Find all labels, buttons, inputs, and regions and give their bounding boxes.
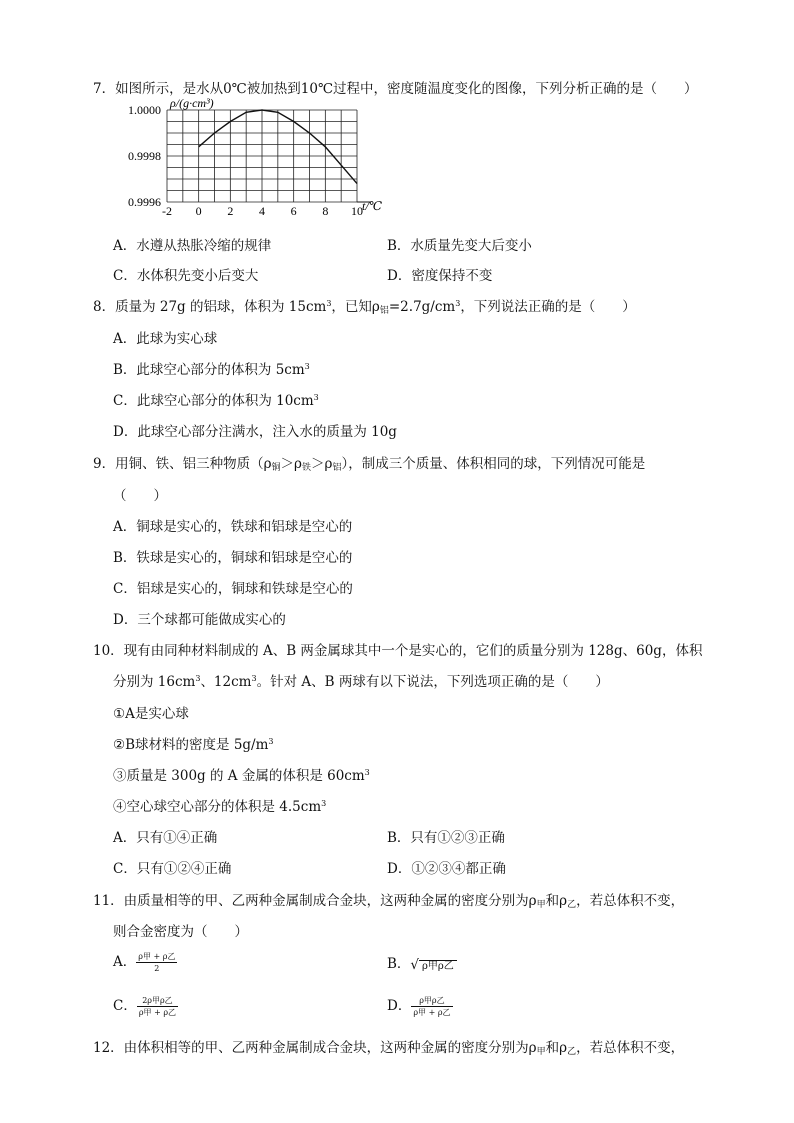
x-tick-label: 2 (227, 204, 234, 218)
x-tick-label: -2 (162, 204, 172, 218)
q10-option-b[interactable]: B．只有①②③正确 (387, 830, 505, 846)
q7-option-a[interactable]: A．水遵从热胀冷缩的规律 (113, 238, 272, 254)
chart-tick-labels (128, 103, 363, 218)
q8-stem: 8．质量为 27g 的铝球，体积为 $15cm^3$，已知$\rho_铝=2.7g/cm^3$，下列说法正确的是（ ） (93, 299, 636, 316)
chart-x-axis-label: t/℃ (362, 199, 383, 213)
q10-statement-3: ③质量是 300g 的 A 金属的体积是 $60cm^3$ (113, 768, 370, 784)
q10-statement-2: ②B球材料的密度是 $5g/m^3$ (113, 737, 274, 753)
x-tick-label: 8 (322, 204, 329, 218)
q10-stem-line1: 10．现有由同种材料制成的 A、B 两金属球其中一个是实心的，它们的质量分别为 128g、60g，体积 (93, 643, 703, 659)
y-tick-label: 0.9998 (128, 149, 161, 163)
density-temperature-chart (110, 96, 400, 226)
q10-option-d[interactable]: D．①②③④都正确 (387, 861, 506, 877)
q8-option-c[interactable]: C．此球空心部分的体积为 $10cm^3$ (113, 393, 319, 409)
q7-option-d[interactable]: D．密度保持不变 (387, 268, 493, 284)
q11-option-a[interactable]: A． $\frac{\text{ρ甲 + ρ乙}}{2}$ (113, 952, 176, 973)
y-tick-label: 0.9996 (128, 195, 161, 209)
q11-option-b[interactable]: B．√ ρ甲ρ乙 (387, 952, 457, 973)
q7-option-c[interactable]: C．水体积先变小后变大 (113, 268, 259, 284)
q9-option-a[interactable]: A．铜球是实心的，铁球和铝球是空心的 (113, 519, 353, 535)
q10-stem-line2: 分别为 $16cm^3$、$12cm^3$。针对 A、B 两球有以下说法，下列选项正确的是（ ） (113, 674, 609, 690)
q8-option-d[interactable]: D．此球空心部分注满水，注入水的质量为 10g (113, 424, 397, 440)
y-tick-label: 1.0000 (128, 103, 161, 117)
q11-stem-line1: 11．由质量相等的甲、乙两种金属制成合金块，这两种金属的密度分别为$\rho_甲$和$\rho_乙$，若总体积不变， (93, 893, 685, 910)
x-tick-label: 4 (259, 204, 265, 218)
q8-option-b[interactable]: B．此球空心部分的体积为 $5cm^3$ (113, 362, 310, 378)
q12-stem: 12．由体积相等的甲、乙两种金属制成合金块，这两种金属的密度分别为$\rho_甲$和$\rho_乙$，若总体积不变， (93, 1040, 685, 1057)
q7-stem: 7．如图所示，是水从0℃被加热到10℃过程中，密度随温度变化的图像，下列分析正确的是（ ） (93, 81, 698, 97)
q10-option-c[interactable]: C．只有①②④正确 (113, 861, 232, 877)
x-tick-label: 0 (195, 204, 202, 218)
q10-option-a[interactable]: A．只有①④正确 (113, 830, 218, 846)
x-tick-label: 10 (351, 204, 363, 218)
q10-statement-1: ①A是实心球 (113, 706, 189, 722)
q9-answer-paren: （ ） (113, 488, 167, 504)
chart-y-axis-label: ρ/(g·cm³) (170, 96, 214, 110)
q10-statement-4: ④空心球空心部分的体积是 $4.5cm^3$ (113, 799, 327, 815)
q7-option-b[interactable]: B．水质量先变大后变小 (387, 238, 532, 254)
q11-stem-line2: 则合金密度为（ ） (113, 924, 248, 940)
sqrt-symbol: √ ρ甲ρ乙 (410, 957, 456, 973)
q9-option-b[interactable]: B．铁球是实心的，铜球和铝球是空心的 (113, 550, 353, 566)
q11-option-c[interactable]: C． $\frac{\text{2ρ甲ρ乙}}{\text{ρ甲 + ρ乙}}$ (113, 996, 177, 1017)
q8-option-a[interactable]: A．此球为实心球 (113, 331, 218, 347)
q9-stem: 9．用铜、铁、铝三种物质$(\rho_铜>\rho_铁>\rho_铝)$，制成三个质量、体积相同的球，下列情况可能是 (93, 456, 646, 473)
q11-option-d[interactable]: D． $\frac{\text{ρ甲ρ乙}}{\text{ρ甲 + ρ乙}}$ (387, 996, 451, 1017)
q9-option-c[interactable]: C．铝球是实心的，铜球和铁球是空心的 (113, 581, 353, 597)
chart-grid (167, 110, 357, 202)
x-tick-label: 6 (290, 204, 297, 218)
q9-option-d[interactable]: D．三个球都可能做成实心的 (113, 612, 286, 628)
